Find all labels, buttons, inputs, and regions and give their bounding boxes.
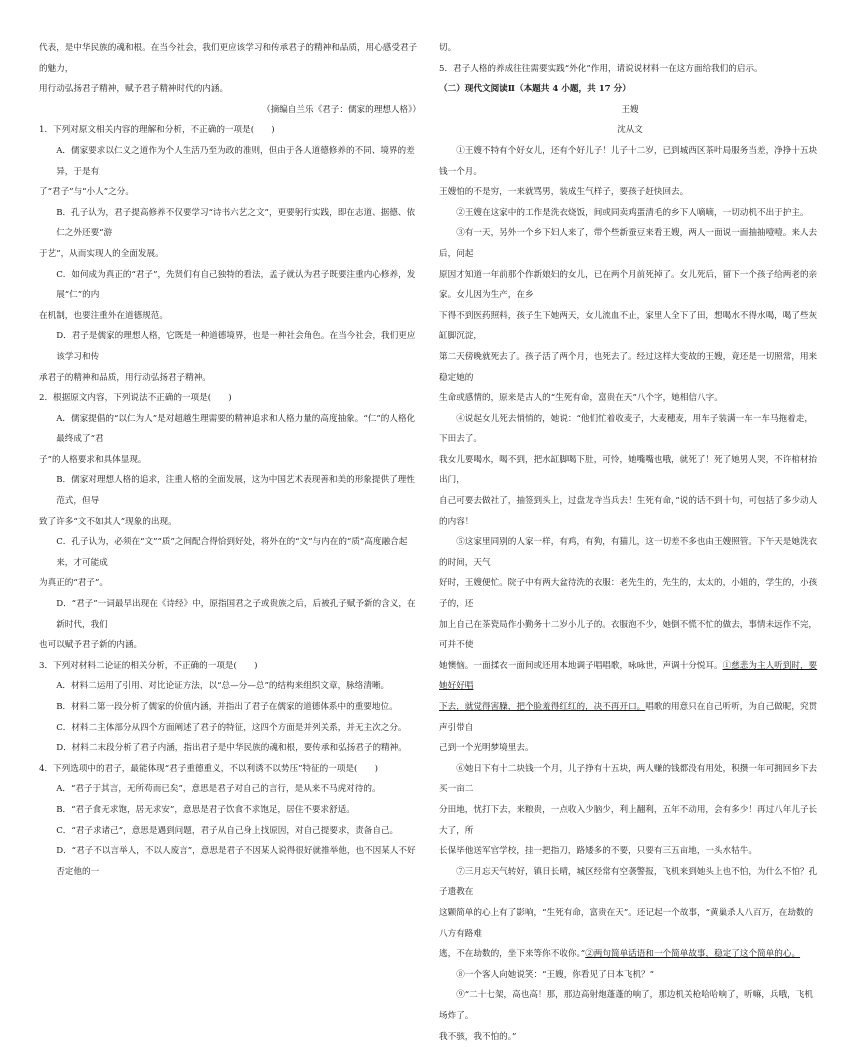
q1-option-d-line-2: 承君子的精神和品质，用行动弘扬君子精神。	[39, 368, 421, 389]
q3-option-b: B．材料二第一段分析了儒家的价值内涵，并指出了君子在儒家的道德体系中的重要地位。	[39, 697, 421, 718]
passage-paragraph-4-line-3: 自己可要去做社了，抽签到头上，过盘龙寺当兵去！生死有命，”说的话不到十句，可包括了多少动人的内容！	[439, 491, 821, 532]
q4-option-c: C．“君子求诸己”，意思是遇到问题，君子从自己身上找原因，对自己提要求，责备自己。	[39, 821, 421, 842]
right-column	[439, 38, 821, 1047]
passage-paragraph-4-line-2: 我女儿要喝水，喝不到，把水缸脚喝下肚，可怜，她嘴嘴也哦，就死了！死了她男人哭，不许棺材抬出门，	[439, 450, 821, 491]
q1-option-b-line-1: B．孔子认为，君子提高修养不仅要学习“诗书六艺之文”，更要躬行实践，即在志道、据德、依仁之外还要“游	[39, 203, 421, 244]
passage-paragraph-5-line-5-text: 唱歌的用意只在自己听听，为自己做昵，究贯声引带自	[439, 702, 817, 733]
q4-option-a: A．“君子于其言，无所苟而已矣”，意思是君子对自己的言行，是从来不马虎对待的。	[39, 779, 421, 800]
passage-paragraph-3-line-5: 生命或感情的，原来是古人的“生死有命，富贵在天”八个字，她相信八字。	[439, 388, 821, 409]
question-3-stem: 3．下列对材料二论证的相关分析，不正确的一项是( )	[39, 656, 421, 677]
underlined-sentence-1: ①慈悲为主人听到时，要她好好唱	[439, 661, 817, 692]
left-column	[39, 38, 421, 882]
q3-option-d: D．材料二末段分析了君子内涵，指出君子是中华民族的魂和根，要传承和弘扬君子的精神。	[39, 738, 421, 759]
passage-paragraph-7-line-3	[439, 944, 821, 965]
q2-option-a-line-2: 子”的人格要求和具体显现。	[39, 450, 421, 471]
passage-paragraph-3-line-4: 第二天傍晚就死去了。孩子活了两个月，也死去了。经过这样大变故的王嫂，竟还是一切照常，用来稳定她的	[439, 347, 821, 388]
q2-option-b-line-1: B．儒家对理想人格的追求，注重人格的全面发展，这为中国艺术表现善和美的形象提供了理性范式，但导	[39, 470, 421, 511]
q2-option-d-line-2: 也可以赋予君子新的内涵。	[39, 635, 421, 656]
passage-author: 沈从文	[439, 120, 821, 141]
q1-option-a-line-1: A．儒家要求以仁义之道作为个人生活乃至为政的准则，但由于各人道德修养的不同、境界的差异，于是有	[39, 141, 421, 182]
q4-option-b: B．“君子食无求饱，居无求安”，意思是君子饮食不求饱足，居住不要求舒适。	[39, 800, 421, 821]
passage-paragraph-6-line-1: ⑥她日下有十二块钱一个月，儿子挣有十五块，两人赚的钱都没有用处，积攒一年可拥回乡下去买一亩二	[439, 759, 821, 800]
passage-paragraph-8: ⑧一个客人向她说笑：“王嫂，你看见了日本飞机？”	[439, 965, 821, 986]
q2-option-b-line-2: 致了许多“文不如其人”现象的出现。	[39, 512, 421, 533]
passage-paragraph-3-line-1: ③有一天，另外一个乡下妇人来了，带个些新蚕豆来看王嫂，两人一面说一面抽抽噎噎。来人去后，问起	[439, 223, 821, 264]
passage-paragraph-6-line-2: 分田地，忧打下去，来粮贵，一点收入少脑少，利上翻利，五年不动用，会有多少！再过八年儿子长大了，所	[439, 800, 821, 841]
question-1-stem: 1．下列对原文相关内容的理解和分析，不正确的一项是( )	[39, 120, 421, 141]
passage-paragraph-6-line-3: 长保毕他送军官学校，挂一把指刀，路矮多的不要，只要有三五亩地，一头水牯牛。	[439, 841, 821, 862]
passage-paragraph-3-line-2: 原因才知道一年前那个作新娘妇的女儿，已在两个月前死掉了。女儿死后，留下一个孩子给两老的亲家。女儿因为生产，在乡	[439, 265, 821, 306]
passage-paragraph-2: ②王嫂在这家中的工作是洗衣烧饭，间或同卖鸡蛋清毛的乡下人嘀嘀，一切动机不出于护主。	[439, 203, 821, 224]
intro-line-2: 用行动弘扬君子精神，赋予君子精神时代的内涵。	[39, 79, 421, 100]
passage-paragraph-5-line-2: 好时，王嫂便忙。院子中有两大盆待洗的衣服：老先生的，先生的，太太的，小姐的，学生的，小孩子的，还	[439, 573, 821, 614]
passage-paragraph-9-line-2: 我不骇，我不怕的。”	[439, 1027, 821, 1047]
question-2-stem: 2．根据原文内容，下列说法不正确的一项是( )	[39, 388, 421, 409]
passage-paragraph-5-line-1: ⑤这家里同别的人家一样，有鸡，有狗，有猫儿，这一切差不多也由王嫂照管。下午天是她洗衣的时间，天气	[439, 532, 821, 573]
underlined-sentence-2: ②两句简单话语和一个简单故事，稳定了这个简单的心。	[585, 949, 800, 959]
q1-option-d-line-1: D．君子是儒家的理想人格，它既是一种道德境界，也是一种社会角色。在当今社会，我们更应该学习和传	[39, 326, 421, 367]
section-heading: （二）现代文阅读Ⅱ（本题共 4 小题，共 17 分）	[439, 79, 821, 100]
passage-paragraph-5-line-6: 己到一个光明梦境里去。	[439, 738, 821, 759]
intro-line-1: 代表，是中华民族的魂和根。在当今社会，我们更应该学习和传承君子的精神和品质，用心感受君子的魅力，	[39, 38, 421, 79]
q3-option-c: C．材料二主体部分从四个方面阐述了君子的特征，这四个方面是并列关系，并无主次之分。	[39, 718, 421, 739]
passage-paragraph-4-line-1: ④说起女儿死去悄悄的，她说：“他们忙着收麦子，大麦穗麦，用车子装满一车一车马拖着走，下田去了。	[439, 409, 821, 450]
passage-paragraph-3-line-3: 下得不到医药照料，孩子生下她两天，女儿流血不止，家里人全下了田，想喝水不得水喝，喝了些灰缸脚沉淀，	[439, 306, 821, 347]
q1-option-c-line-2: 在机制，也要注重外在道德规范。	[39, 306, 421, 327]
q1-option-b-line-2: 于艺”，从而实现人的全面发展。	[39, 244, 421, 265]
q4-option-d: D．“君子不以言举人，不以人废言”，意思是君子不因某人说得很好就推举他，也不因某人不好否定他的一	[39, 841, 421, 882]
q1-option-a-line-2: 了“君子”与“小人”之分。	[39, 182, 421, 203]
passage-paragraph-7-line-2: 这颗简单的心上有了影响，“生死有命，富贵在天”。还记起一个故事，“黄巢杀人八百万，在劫数的八方有路难	[439, 903, 821, 944]
q1-option-c-line-1: C．如何成为真正的“君子”，先贤们有自己独特的看法，孟子就认为君子既要注重内心修养，发展“仁”的内	[39, 265, 421, 306]
passage-paragraph-7-line-1: ⑦三月忘天气转好，镇日长晴，城区经常有空袭警报，飞机来到她头上也不怕，为什么不怕？孔子遗教在	[439, 862, 821, 903]
source-citation: （摘编自兰乐《君子：儒家的理想人格》）	[39, 100, 421, 121]
passage-paragraph-9-line-1: ⑨“二十七架，高也高！那，那边高射炮蓬蓬的响了，那边机关枪哈哈响了，听嘛，兵哦，飞机场炸了。	[439, 985, 821, 1026]
passage-paragraph-7-line-3-text: 逃，不在劫数的，坐下来等你不收你。”	[439, 949, 585, 959]
underlined-sentence-1-cont: 下去，就觉得害臊，把个脸羞得红红的，决不再开口。	[439, 702, 645, 712]
q4-option-d-continued: 切。	[439, 38, 821, 59]
passage-paragraph-5-line-4	[439, 656, 821, 697]
q3-option-a: A．材料二运用了引用、对比论证方法，以“总—分—总”的结构来组织文章，脉络清晰。	[39, 676, 421, 697]
passage-paragraph-1: ①王嫂不特有个好女儿，还有个好儿子！儿子十二岁，已到城西区茶叶局服务当差，净挣十五块钱一个月。	[439, 141, 821, 182]
passage-paragraph-5-line-5	[439, 697, 821, 738]
q2-option-c-line-2: 为真正的“君子”。	[39, 573, 421, 594]
q2-option-a-line-1: A．儒家提倡的“以仁为人”是对超越生理需要的精神追求和人格力量的高度抽象。“仁”的人格化最终成了“君	[39, 409, 421, 450]
passage-paragraph-1-cont: 王嫂怕的不是穷，一来就骂男，装成生气样子，要孩子赶快回去。	[439, 182, 821, 203]
question-4-stem: 4．下列选项中的君子，最能体现“君子重德重义，不以利诱不以势压”特征的一项是( )	[39, 759, 421, 780]
passage-title: 王嫂	[439, 100, 821, 121]
passage-paragraph-5-line-3: 加上自己在茶瓷局作小勤务十二岁小儿子的。衣服泡不少，她倒不慌不忙的做去，事情未远作不完，可并不使	[439, 615, 821, 656]
passage-paragraph-5-line-4-text: 她懊恼。一面揉衣一面间或还用本地调子唱唱歌，咏咏世，声调十分悦耳。	[439, 661, 723, 671]
q2-option-c-line-1: C．孔子认为，必须在“文”“质”之间配合得恰到好处，将外在的“文”与内在的“质”高度融合起来，才可能成	[39, 532, 421, 573]
question-5-stem: 5．君子人格的养成往往需要实践“外化”作用，请说说材料一在这方面给我们的启示。	[439, 59, 821, 80]
q2-option-d-line-1: D．“君子”一词最早出现在《诗经》中，原指国君之子或贵族之后，后被孔子赋予新的含义，在新时代，我们	[39, 594, 421, 635]
